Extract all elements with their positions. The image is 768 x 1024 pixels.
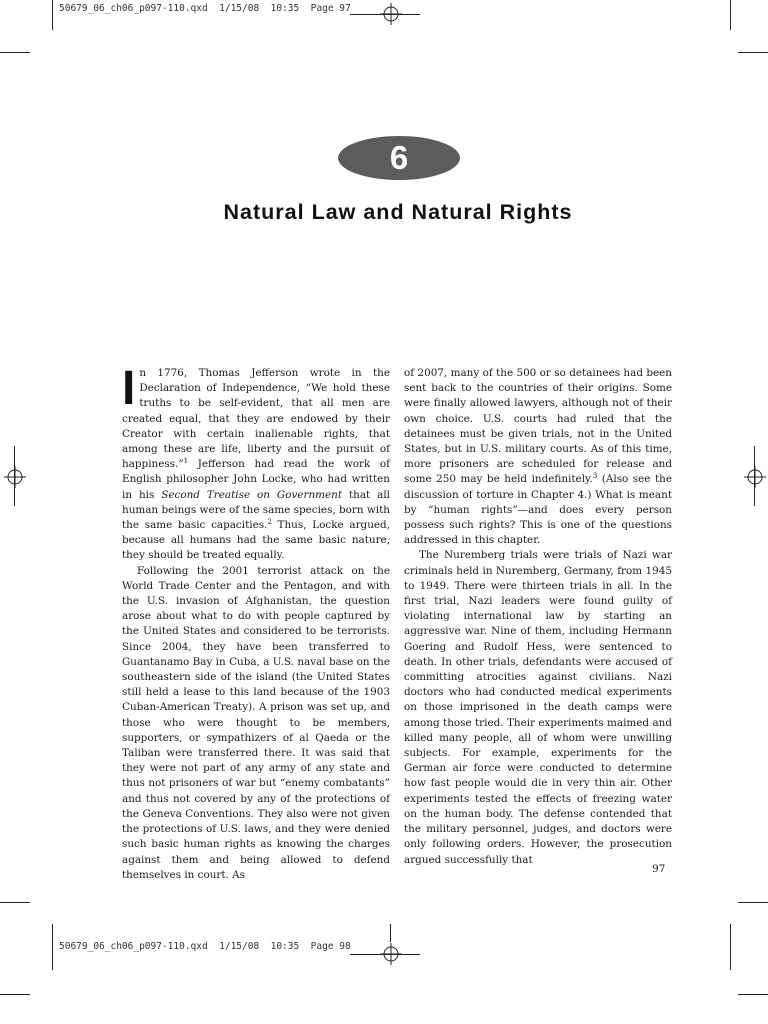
footnote-ref: 3 xyxy=(592,472,598,481)
paragraph: The Nuremberg trials were trials of Nazi war criminals held in Nuremberg, Germany, from 1945 to 1949. There were thirteen trials in all. In the first trial, Nazi leaders were found guilty of violating international law by starting an aggressive war. Nine of them, including Hermann Goering and Rudolf Hess, were sentenced to death. In other trials, defendants were accused of committing atrocities against civilians. Nazi doctors who had conducted medical experiments on those imprisoned in the death camps were among those tried. Their experiments maimed and killed many people, all of whom were unwilling subjects. For example, experiments for the German air force were conducted to determine how fast people would die in very thin air. Other experiments tested the effects of freezing water on the human body. The defense contended that the military personnel, judges, and doctors were only following orders. However, the prosecution argued successfully that xyxy=(404,549,672,866)
body-column-right xyxy=(404,366,672,868)
footnote-ref: 1 xyxy=(183,457,189,466)
text-run: Thus, Locke argued, because all humans had the same basic nature, they should be treated equally. xyxy=(122,519,391,562)
crop-mark xyxy=(390,924,391,942)
text-run: that all human beings were of the same species, born with the same basic capacities. xyxy=(122,488,391,532)
text-run: Jefferson had read the work of English philosopher John Locke, who had written in his xyxy=(122,458,390,501)
chapter-number: 6 xyxy=(389,139,409,176)
registration-mark-icon xyxy=(4,466,26,488)
text-run: n 1776, Thomas Jefferson wrote in the Declaration of Independence, “We hold these truths to be self-evident, that all men are created equal, that they are endowed by their Creator with certain inalienable rights, that among these are life, liberty and the pursuit of happiness.” xyxy=(122,367,390,471)
crop-mark xyxy=(738,902,768,903)
crop-mark xyxy=(0,994,30,995)
crop-mark xyxy=(738,994,768,995)
printer-slug-top: 50679_06_ch06_p097-110.qxd 1/15/08 10:35 Page 97 xyxy=(59,3,351,14)
paragraph: Following the 2001 terrorist attack on the World Trade Center and the Pentagon, and with the U.S. invasion of Afghanistan, the question arose about what to do with people captured by the United States and considered to be terrorists. Since 2004, they have been transferred to Guantanamo Bay in Cuba, a U.S. naval base on the southeastern side of the island (the United States still held a lease to this land because of the 1903 Cuban-American Treaty). A prison was set up, and those who were thought to be members, supporters, or sympathizers of al Qaeda or the Taliban were transferred there. It was said that they were not part of any army of any state and thus not prisoners of war but “enemy combatants” and thus not covered by any of the protections of the Geneva Conventions. They also were not given the protections of U.S. laws, and they were denied such basic human rights as knowing the charges against them and being allowed to defend themselves in court. As xyxy=(122,564,390,881)
registration-mark-icon xyxy=(744,466,766,488)
paragraph xyxy=(122,362,391,564)
crop-mark xyxy=(730,0,731,30)
crop-mark xyxy=(730,924,731,970)
footnote-ref: 2 xyxy=(267,518,272,527)
crop-mark xyxy=(738,52,768,53)
book-title: Second Treatise on Government xyxy=(161,488,343,501)
text-run: (Also see the discussion of torture in Chapter 4.) What is meant by “human rights”—and does every person possess such rights? This is one of the questions addressed in this chapter. xyxy=(404,473,672,547)
crop-mark xyxy=(14,446,15,506)
crop-mark xyxy=(52,924,53,970)
crop-mark xyxy=(754,446,755,506)
crop-mark xyxy=(350,14,420,15)
text-run: of 2007, many of the 500 or so detainees had been sent back to the countries of their origins. Some were finally allowed lawyers, although not of their own choice. U.S. courts had ruled that the detainees must be given trials, not in the United States, but in U.S. military courts. As of this time, more prisoners are scheduled for release and some 250 may be held indefinitely. xyxy=(404,367,672,486)
crop-mark xyxy=(52,0,53,30)
drop-cap: I xyxy=(122,362,136,415)
paragraph xyxy=(404,366,672,548)
chapter-title: Natural Law and Natural Rights xyxy=(223,200,573,224)
printer-slug-bottom: 50679_06_ch06_p097-110.qxd 1/15/08 10:35 Page 98 xyxy=(59,941,351,952)
body-column-left xyxy=(122,362,391,883)
page-number: 97 xyxy=(652,863,666,875)
crop-mark xyxy=(350,954,420,955)
crop-mark xyxy=(0,52,30,53)
crop-mark xyxy=(0,902,30,903)
